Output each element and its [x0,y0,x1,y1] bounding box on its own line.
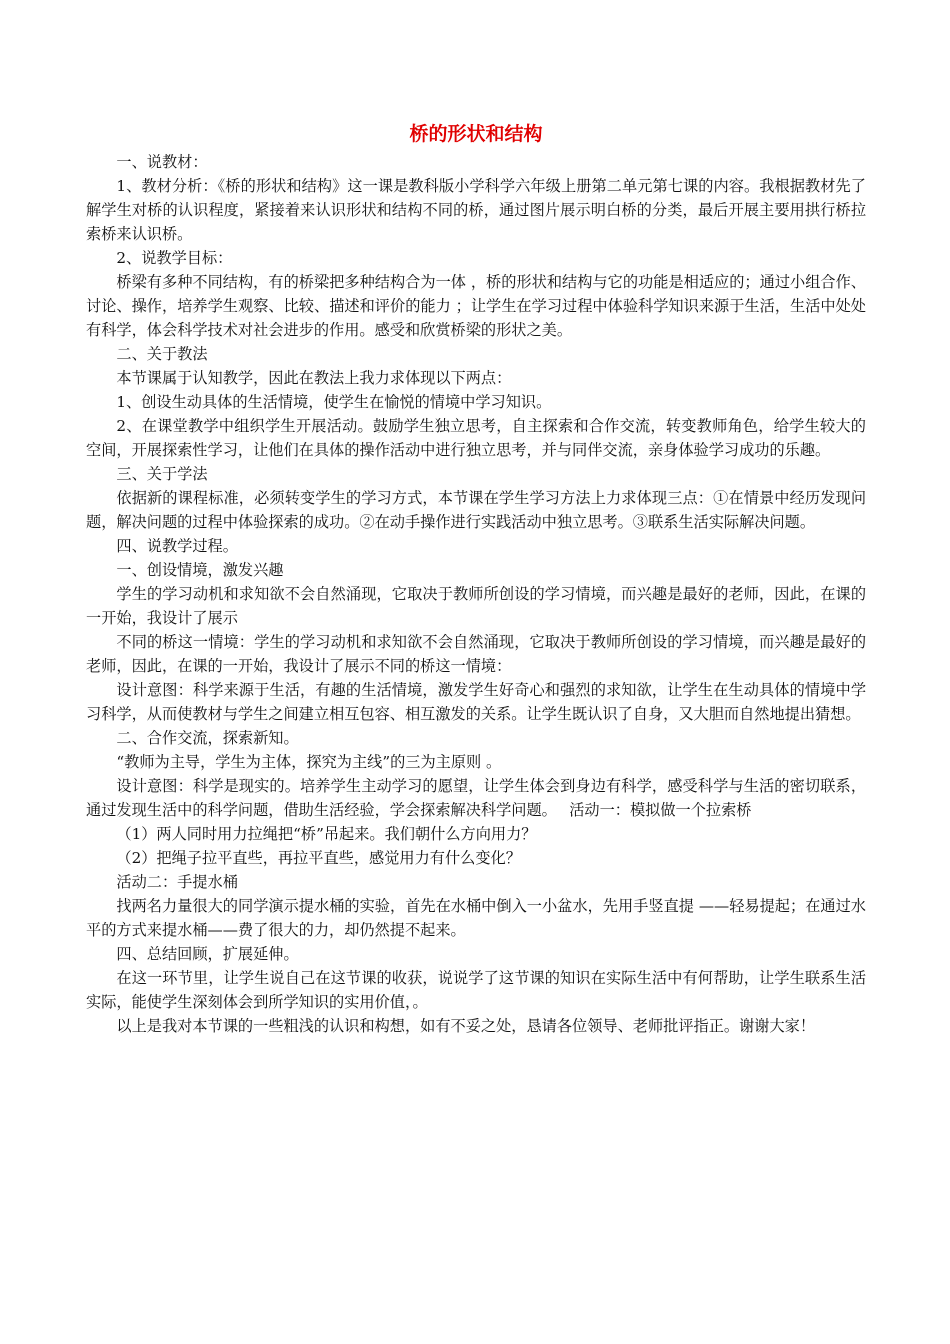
paragraph-material-analysis: 1、教材分析：《桥的形状和结构》这一课是教科版小学科学六年级上册第二单元第七课的内容。我根据教材先了解学生对桥的认识程度，紧接着来认识形状和结构不同的桥，通过图片展示明白桥的分类，最后开展主要用拱行桥拉索桥来认识桥。 [86,177,866,243]
heading-teaching-goals: 2、说教学目标： [116,249,233,267]
paragraph-three-principles: “教师为主导，学生为主体，探究为主线”的三为主原则 。 [116,753,502,771]
heading-create-situation: 一、创设情境，激发兴趣 [116,561,284,579]
heading-textbook: 一、说教材： [116,153,208,171]
heading-cooperation: 二、合作交流，探索新知。 [116,729,299,747]
heading-teaching-method: 二、关于教法 [116,345,208,363]
paragraph-learning-method: 依据新的课程标准，必须转变学生的学习方式，本节课在学生学习方法上力求体现三点：①在情景中经历发现问题，解决问题的过程中体验探索的成功。②在动手操作进行实践活动中独立思考。③联系生活实际解决问题。 [86,489,866,531]
paragraph-method-2: 2、在课堂教学中组织学生开展活动。鼓励学生独立思考，自主探索和合作交流，转变教师角色，给学生较大的空间，开展探索性学习，让他们在具体的操作活动中进行独立思考，并与同伴交流，亲身体验学习成功的乐趣。 [86,417,866,459]
document-title: 桥的形状和结构 [409,123,543,145]
heading-learning-method: 三、关于学法 [116,465,208,483]
paragraph-method-intro: 本节课属于认知教学，因此在教法上我力求体现以下两点： [116,369,512,387]
paragraph-design-intent-2: 设计意图：科学是现实的。培养学生主动学习的愿望，让学生体会到身边有科学，感受科学与生活的密切联系，通过发现生活中的科学问题，借助生活经验，学会探索解决科学问题。 活动一：模拟做一个拉索桥 [86,777,866,819]
document-body [86,150,866,1038]
paragraph-teaching-goals: 桥梁有多种不同结构，有的桥梁把多种结构合为一体 ，桥的形状和结构与它的功能是相适应的；通过小组合作、讨论、操作，培养学生观察、比较、描述和评价的能力 ；让学生在学习过程中体验科学知识来源于生活，生活中处处有科学，体会科学技术对社会进步的作用。感受和欣赏桥梁的形状之美。 [86,273,866,339]
paragraph-closing: 以上是我对本节课的一些粗浅的认识和构想，如有不妥之处，恳请各位领导、老师批评指正。谢谢大家！ [116,1017,816,1035]
paragraph-design-intent-1: 设计意图：科学来源于生活，有趣的生活情境，激发学生好奇心和强烈的求知欲，让学生在生动具体的情境中学习科学，从而使教材与学生之间建立相互包容、相互激发的关系。让学生既认识了自身，又大胆而自然地提出猜想。 [86,681,866,723]
heading-activity-2: 活动二：手提水桶 [116,873,238,891]
paragraph-activity-1-step-2: （2）把绳子拉平直些，再拉平直些，感觉用力有什么变化？ [116,849,521,867]
paragraph-situation-2: 不同的桥这一情境：学生的学习动机和求知欲不会自然涌现，它取决于教师所创设的学习情境，而兴趣是最好的老师，因此，在课的一开始，我设计了展示不同的桥这一情境： [86,633,866,675]
heading-teaching-process: 四、说教学过程。 [116,537,238,555]
paragraph-activity-1-step-1: （1）两人同时用力拉绳把“桥”吊起来。我们朝什么方向用力？ [116,825,537,843]
paragraph-activity-2: 找两名力量很大的同学演示提水桶的实验，首先在水桶中倒入一小盆水，先用手竖直提 ——轻易提起；在通过水平的方式来提水桶——费了很大的力，却仍然提不起来。 [86,897,866,939]
paragraph-summary: 在这一环节里，让学生说自己在这节课的收获，说说学了这节课的知识在实际生活中有何帮助，让学生联系生活实际，能使学生深刻体会到所学知识的实用价值，。 [86,969,866,1011]
document-page [86,122,866,1038]
paragraph-method-1: 1、创设生动具体的生活情境，使学生在愉悦的情境中学习知识。 [116,393,552,411]
heading-summary: 四、总结回顾，扩展延伸。 [116,945,299,963]
paragraph-situation-1: 学生的学习动机和求知欲不会自然涌现，它取决于教师所创设的学习情境，而兴趣是最好的老师，因此，在课的一开始，我设计了展示 [86,585,866,627]
